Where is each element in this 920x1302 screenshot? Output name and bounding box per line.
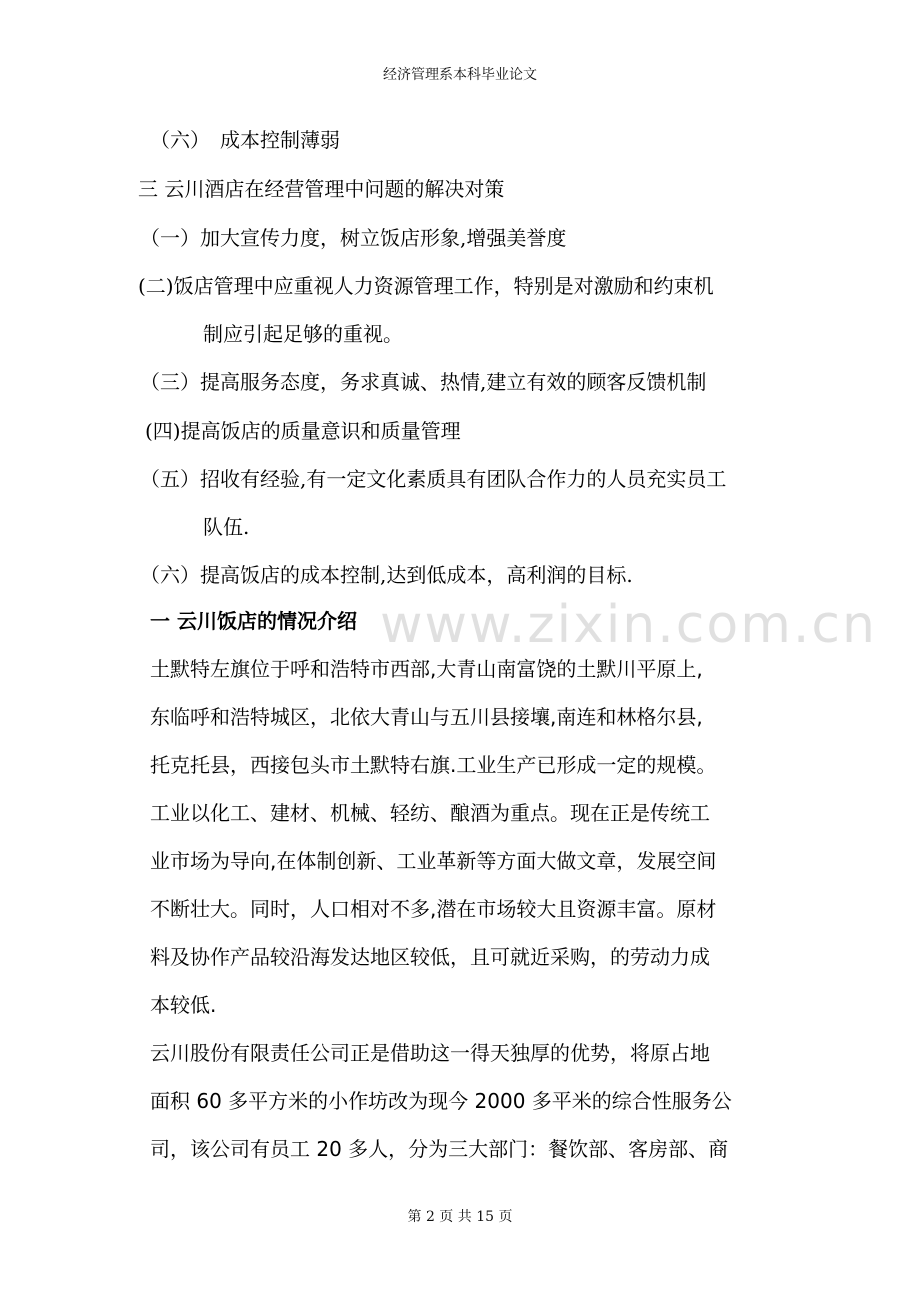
body-line: 面积 60 多平方米的小作坊改为现今 2000 多平米的综合性服务公: [150, 1089, 732, 1113]
body-line: 土默特左旗位于呼和浩特市西部,大青山南富饶的土默川平原上,: [150, 657, 703, 681]
section-3-heading: 三 云川酒店在经营管理中问题的解决对策: [138, 177, 505, 201]
outline-item-5-line-2: 队伍.: [203, 515, 250, 539]
body-line: 工业以化工、建材、机械、轻纺、酿酒为重点。现在正是传统工: [150, 801, 710, 825]
body-line: 司，该公司有员工 20 多人，分为三大部门：餐饮部、客房部、商: [150, 1137, 729, 1161]
body-line: 业市场为导向,在体制创新、工业革新等方面大做文章，发展空间: [150, 849, 717, 873]
outline-item-1: （一）加大宣传力度，树立饭店形象,增强美誉度: [140, 226, 567, 250]
body-line: 云川股份有限责任公司正是借助这一得天独厚的优势，将原占地: [150, 1041, 710, 1065]
outline-item-2-line-1: (二)饭店管理中应重视人力资源管理工作，特别是对激励和约束机: [138, 274, 714, 298]
outline-item-4: (四)提高饭店的质量意识和质量管理: [145, 419, 461, 443]
body-line: 东临呼和浩特城区，北依大青山与五川县接壤,南连和林格尔县,: [150, 705, 703, 729]
outline-item-6-cost-weakness: （六） 成本控制薄弱: [150, 128, 340, 152]
body-line: 本较低.: [150, 993, 217, 1017]
body-line: 不断壮大。同时，人口相对不多,潜在市场较大且资源丰富。原材: [150, 897, 717, 921]
body-line: 托克托县，西接包头市土默特右旗.工业生产已形成一定的规模。: [150, 753, 717, 777]
page-header: 经济管理系本科毕业论文: [383, 67, 537, 83]
outline-item-3: （三）提高服务态度，务求真诚、热情,建立有效的顾客反馈机制: [140, 370, 707, 394]
body-line: 料及协作产品较沿海发达地区较低，且可就近采购，的劳动力成: [150, 945, 710, 969]
outline-item-6: （六）提高饭店的成本控制,达到低成本，高利润的目标.: [140, 563, 633, 587]
watermark: www.zixin.com.cn: [380, 595, 877, 655]
outline-item-2-line-2: 制应引起足够的重视。: [203, 322, 403, 346]
section-1-heading: 一 云川饭店的情况介绍: [150, 609, 357, 633]
outline-item-5-line-1: （五）招收有经验,有一定文化素质具有团队合作力的人员充实员工: [140, 467, 727, 491]
page-footer: 第 2 页 共 15 页: [407, 1209, 513, 1225]
